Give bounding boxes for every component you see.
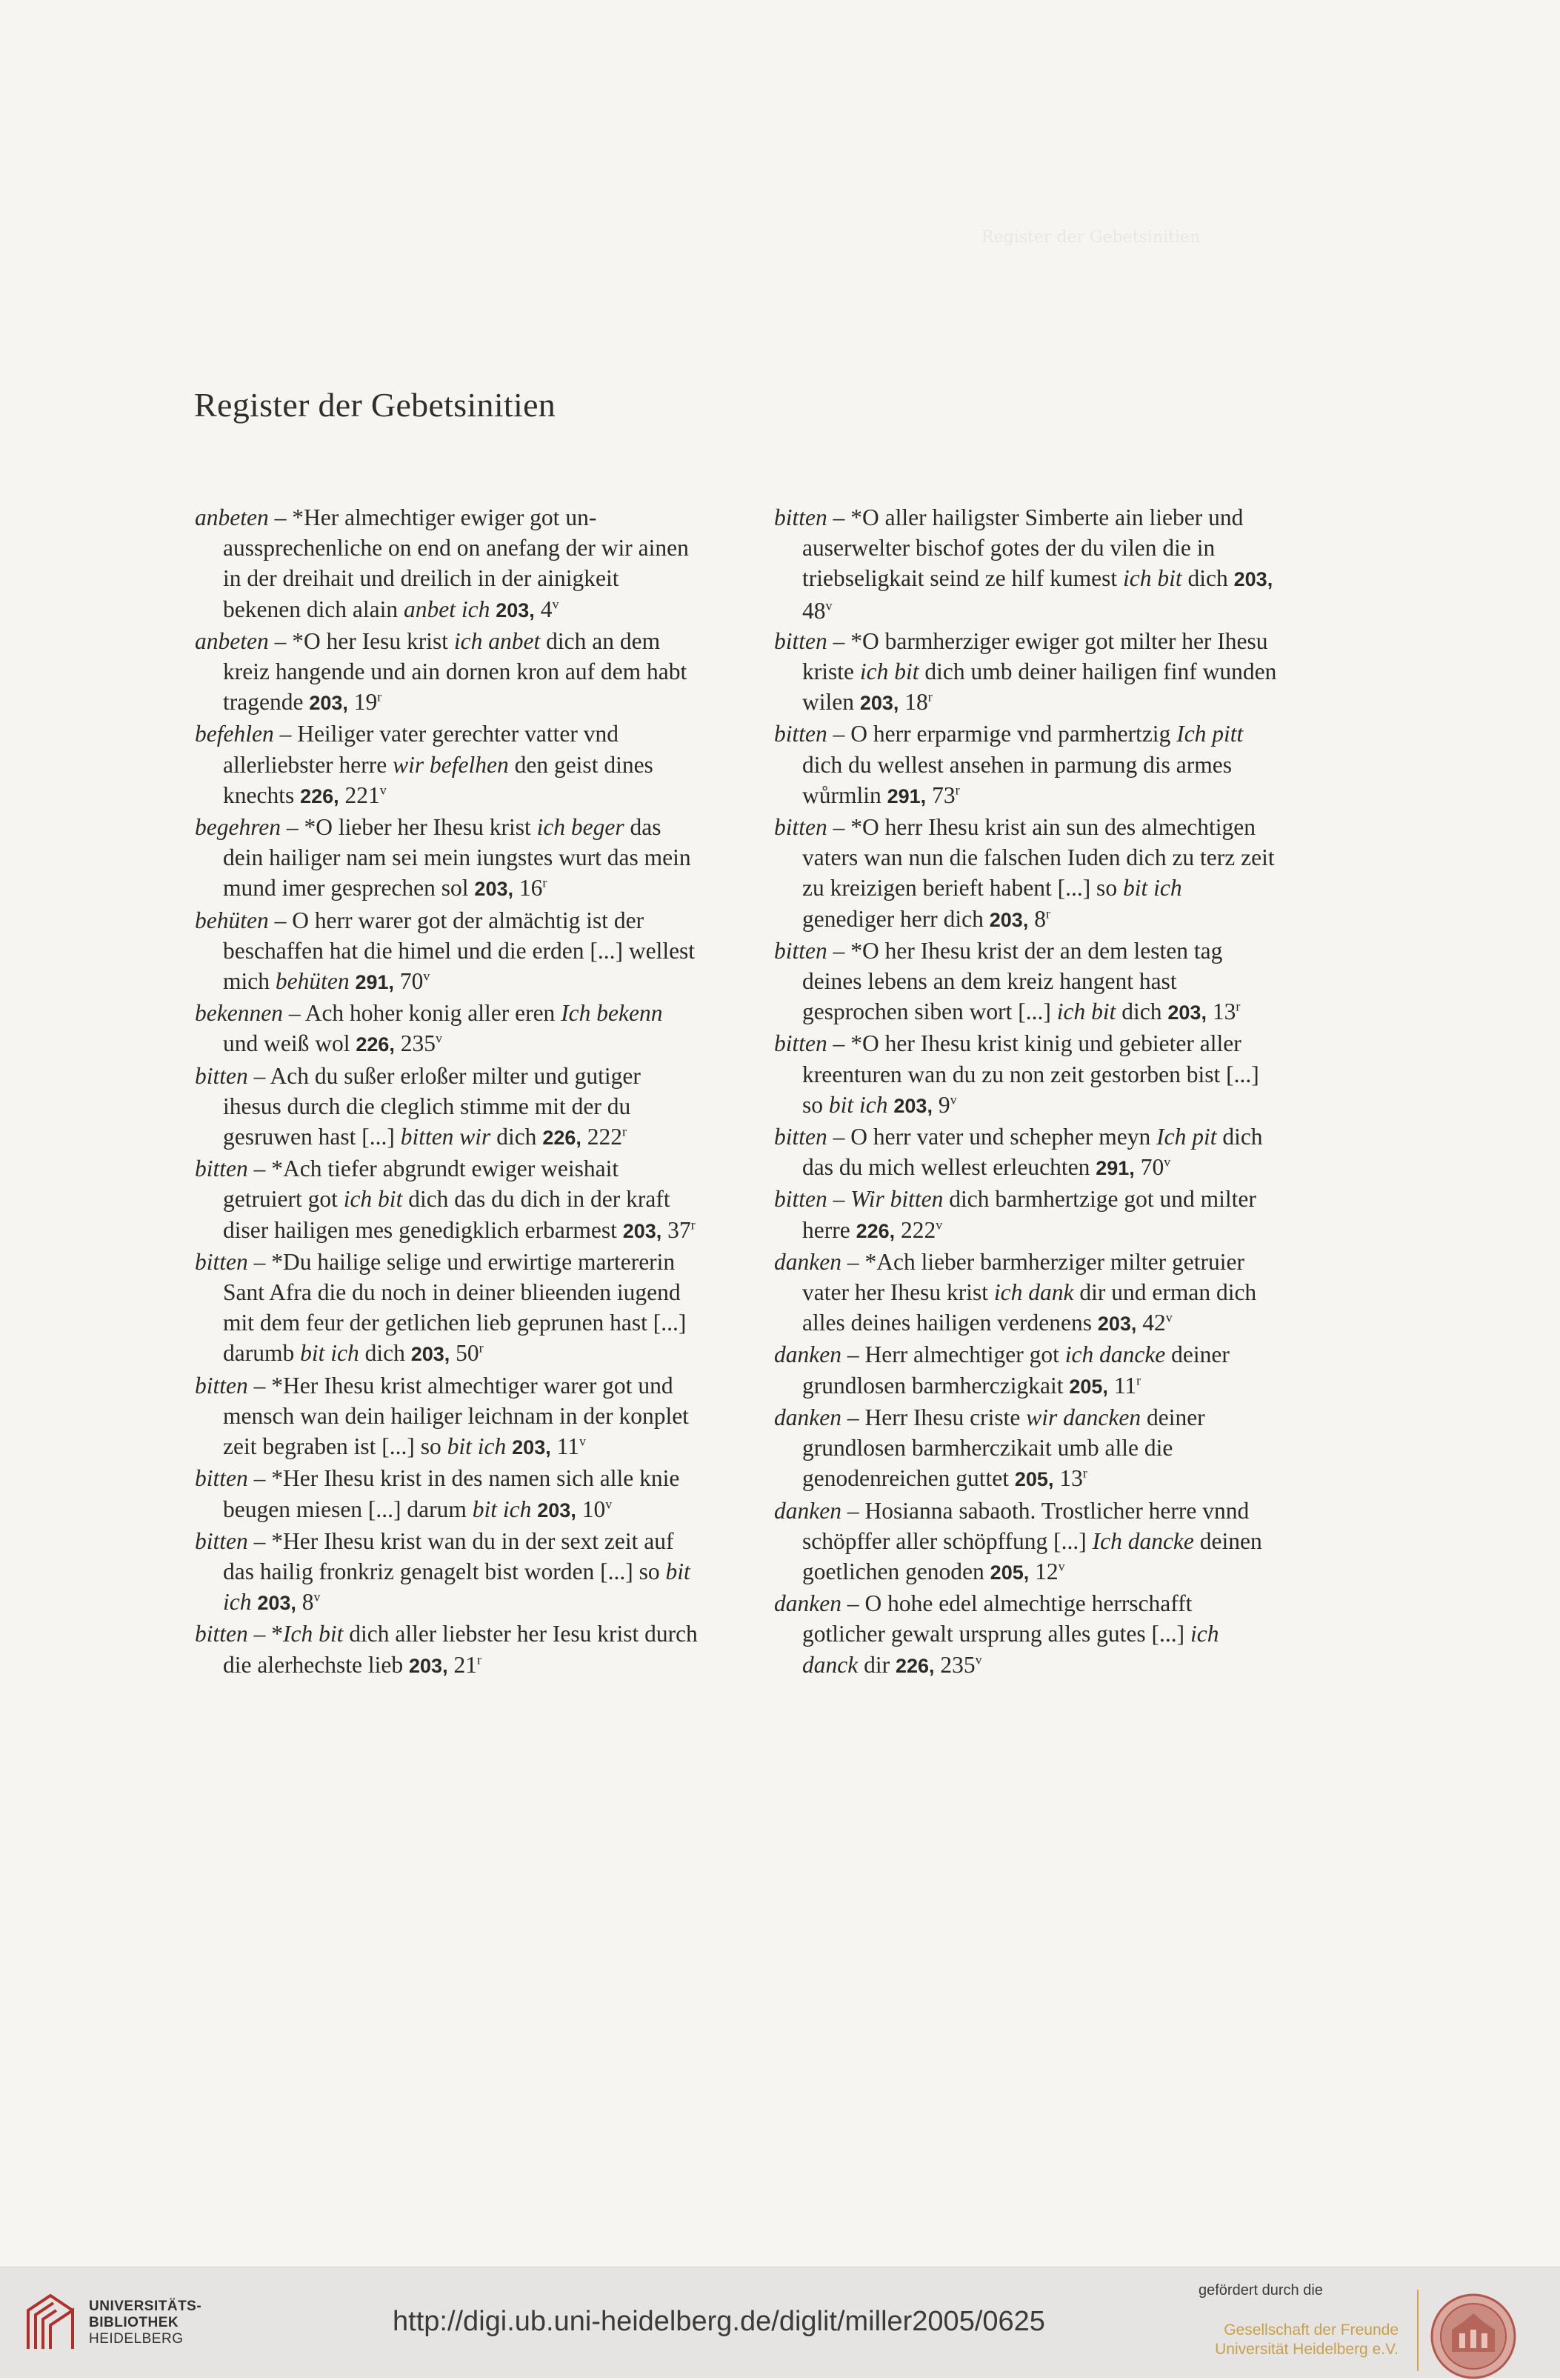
incipit-verb: Ich dancke (1092, 1527, 1194, 1554)
entry-text: 18 (899, 689, 928, 716)
entry-text: dir (858, 1651, 896, 1678)
entry-text: 13 (1053, 1465, 1083, 1492)
register-entry (774, 1028, 1278, 1121)
entry-text: 4 (534, 596, 553, 622)
folio-side: v (1058, 1559, 1065, 1574)
incipit-verb: ich dancke (1064, 1341, 1166, 1368)
entry-text: – *O her Ihesu krist der an dem lesten tag deines lebens an dem kreiz hangent hast gesprochen siben wort [...] (802, 937, 1223, 1025)
folio-side: r (476, 1652, 481, 1667)
folio-side: r (927, 689, 933, 704)
incipit-verb: wir dancken (1026, 1404, 1141, 1430)
entry-text: 48 (802, 597, 826, 624)
entry-text: – *O aller hailigster Simberte ain lieber und auserwelter bischof gotes der du vilen die in triebseligkait seind ze hilf kumest (802, 504, 1244, 592)
entry-text: – O herr warer got der almächtig ist der beschaffen hat die himel und die erden [...] wellest mich (223, 907, 696, 995)
permalink-url[interactable]: http://digi.ub.uni-heidelberg.de/diglit/miller2005/0625 (393, 2306, 1045, 2337)
entry-text: dich (1181, 565, 1234, 592)
entry-text: – * (253, 1621, 283, 1647)
folio-side: r (542, 875, 547, 890)
entry-text: dir und erman dich alles deines hailigen verdenens (802, 1279, 1257, 1336)
incipit-verb: ich bit (1123, 565, 1182, 592)
register-entry (774, 1496, 1278, 1589)
entry-text: – O hohe edel almechtige herrschafft gotlicher gewalt ursprung alles gutes [...] (802, 1590, 1193, 1647)
entry-text: 11 (1107, 1372, 1137, 1399)
register-entry (195, 998, 699, 1060)
incipit-verb: ich danck (802, 1621, 1219, 1678)
manuscript-number: 203, (1097, 1313, 1137, 1336)
entry-text: 9 (932, 1091, 950, 1118)
entry-keyword: bitten (774, 937, 827, 964)
footer-divider (1417, 2290, 1419, 2371)
entry-text: – *Du hailige selige und erwirtige martererin Sant Afra die du noch in deiner blieenden iugend mit dem feur der getlichen lieb geprunen hast [...] darumb (223, 1248, 687, 1367)
register-entry (195, 1619, 699, 1681)
incipit-verb: bit ich (828, 1091, 888, 1118)
incipit-verb: Wir bitten (850, 1186, 944, 1213)
entry-text: dich (1116, 999, 1168, 1025)
manuscript-number: 203, (893, 1094, 933, 1117)
register-entry (774, 719, 1278, 812)
entry-keyword: bitten (774, 1030, 827, 1057)
entry-keyword: bitten (195, 1527, 248, 1554)
manuscript-number: 203, (859, 692, 899, 715)
manuscript-number: 226, (542, 1127, 581, 1150)
manuscript-number: 291, (355, 971, 395, 994)
incipit-verb: bit ich (300, 1340, 359, 1367)
manuscript-number: 203, (537, 1499, 576, 1521)
entry-text: – Ach du sußer erloßer milter und gutiger ihesus durch die cleglich stimme mit der du gesruwen hast [...] (223, 1062, 641, 1150)
folio-side: r (1136, 1373, 1141, 1388)
entry-keyword: bitten (195, 1248, 248, 1275)
incipit-verb: Ich pitt (1176, 721, 1244, 747)
entry-text: dich das du mich wellest erleuchten (802, 1124, 1263, 1181)
entry-text: und weiß wol (223, 1030, 356, 1057)
entry-keyword: begehren (195, 814, 281, 841)
entry-text: deiner grundlosen barmherczigkait (802, 1341, 1230, 1399)
sponsor-name (1182, 2321, 1399, 2359)
bleed-through-title: Register der Gebetsinitien (981, 228, 1201, 247)
entry-text: dich aller liebster her Iesu krist durch die alerhechste lieb (223, 1621, 698, 1678)
entry-text: dich das du dich in der kraft diser hailigen mes genedigklich erbarmest (223, 1186, 670, 1243)
entry-text: dich du wellest ansehen in parmung dis armes wůrmlin (802, 751, 1232, 808)
entry-text: 21 (447, 1651, 477, 1678)
entry-keyword: danken (774, 1248, 841, 1275)
folio-side: r (479, 1340, 484, 1356)
entry-text: – Hosianna sabaoth. Trostlicher herre vnnd schöpffer aller schöpffung [...] (802, 1497, 1250, 1554)
entry-text: 8 (1028, 905, 1046, 932)
manuscript-number: 226, (300, 784, 339, 807)
entry-text: 73 (926, 781, 956, 808)
register-entry (774, 626, 1278, 719)
register-entry (195, 1247, 699, 1370)
funded-by-label: gefördert durch die (1199, 2282, 1323, 2299)
entry-keyword: anbeten (195, 504, 269, 530)
manuscript-number: 203, (257, 1592, 296, 1615)
entry-text: 221 (339, 781, 380, 808)
entry-text: 235 (394, 1030, 436, 1057)
incipit-verb: ich dank (993, 1279, 1074, 1306)
folio-side: v (423, 968, 430, 984)
folio-side: r (1236, 999, 1241, 1014)
entry-text: 11 (550, 1433, 579, 1460)
entry-text: 42 (1136, 1310, 1166, 1336)
incipit-verb: bit ich (472, 1496, 532, 1522)
entry-text: – *Her Ihesu krist almechtiger warer got und mensch wan dein hailiger leichnam in der konplet zeit begraben ist [...] so (223, 1372, 689, 1460)
incipit-verb: ich beger (536, 814, 624, 841)
university-library-logo-icon (21, 2288, 80, 2356)
entry-text: 37 (661, 1216, 691, 1243)
entry-text: 50 (450, 1340, 479, 1367)
manuscript-number: 226, (895, 1654, 935, 1677)
entry-text: 16 (513, 875, 543, 901)
manuscript-number: 203, (1233, 568, 1273, 591)
entry-text: 12 (1029, 1558, 1059, 1584)
folio-side: v (1165, 1310, 1173, 1325)
incipit-verb: bit ich (223, 1558, 690, 1616)
manuscript-number: 291, (887, 784, 927, 807)
entry-text: – *Her almechtiger ewiger got unaussprechenliche on end on anefang der wir ainen in der dreihait und dreilich in der ainigkeit bekenen dich alain (223, 504, 689, 622)
entry-text: – Herr Ihesu criste (847, 1404, 1027, 1430)
register-entry (774, 936, 1278, 1029)
incipit-verb: ich anbet (453, 627, 541, 654)
incipit-verb: bitten wir (400, 1124, 491, 1150)
incipit-verb: wir befelhen (393, 751, 509, 778)
entry-text: 235 (934, 1651, 976, 1678)
entry-keyword: danken (774, 1404, 841, 1430)
register-entry (195, 1463, 699, 1525)
register-entry (195, 502, 699, 626)
manuscript-number: 203, (410, 1343, 450, 1366)
folio-side: v (605, 1496, 613, 1511)
folio-side: r (690, 1217, 696, 1233)
entry-text: – *Her Ihesu krist in des namen sich alle knie beugen miesen [...] darum (223, 1465, 680, 1522)
manuscript-number: 205, (1069, 1375, 1108, 1398)
entry-keyword: anbeten (195, 627, 269, 654)
library-name-line-2: BIBLIOTHEK (89, 2315, 179, 2330)
entry-text: – *Ach tiefer abgrundt ewiger weishait getruiert got (223, 1156, 619, 1213)
entry-text: – Heiliger vater gerechter vatter vnd allerliebster herre (223, 721, 619, 778)
folio-side: v (552, 596, 559, 612)
manuscript-number: 203, (622, 1219, 662, 1242)
entry-text: 19 (347, 689, 378, 716)
folio-side: r (1082, 1465, 1087, 1481)
entry-keyword: bitten (195, 1156, 248, 1182)
entry-text (506, 1433, 512, 1459)
folio-side: v (975, 1652, 982, 1667)
folio-side: v (313, 1589, 321, 1604)
entry-text: dich barmhertzige got und milter herre (802, 1186, 1256, 1243)
incipit-verb: anbet ich (404, 596, 490, 622)
entry-text: 8 (296, 1589, 314, 1616)
register-entry (195, 1061, 699, 1154)
entry-text: deinen goetlichen genoden (802, 1527, 1262, 1584)
incipit-verb: Ich pit (1156, 1124, 1217, 1150)
entry-text: 10 (576, 1496, 606, 1522)
entry-text: – Ach hoher konig aller eren (288, 1000, 561, 1027)
entry-text: dich (490, 1124, 543, 1150)
entry-keyword: behüten (195, 907, 269, 933)
manuscript-number: 203, (309, 692, 348, 715)
manuscript-number: 203, (409, 1654, 448, 1677)
register-entry (195, 905, 699, 999)
folio-side: v (379, 782, 387, 798)
manuscript-number: 226, (356, 1033, 395, 1056)
entry-keyword: bitten (195, 1062, 248, 1089)
folio-side: v (1164, 1154, 1171, 1170)
folio-side: v (436, 1030, 443, 1046)
entry-keyword: bitten (774, 504, 827, 530)
manuscript-number: 203, (989, 908, 1029, 931)
entry-text: – *O barmherziger ewiger got milter her Ihesu kriste (802, 627, 1268, 685)
manuscript-number: 203, (1167, 1001, 1207, 1024)
entry-keyword: danken (774, 1590, 841, 1617)
entry-text: das dein hailiger nam sei mein iungstes wurt das mein mund imer gesprechen sol (223, 814, 691, 901)
entry-keyword: bitten (774, 1124, 827, 1150)
incipit-verb: bit ich (1122, 875, 1182, 901)
entry-text: 70 (394, 968, 424, 995)
incipit-verb: ich bit (343, 1186, 403, 1213)
folio-side: v (579, 1433, 586, 1449)
entry-keyword: bekennen (195, 1000, 283, 1027)
entry-text: 70 (1134, 1154, 1164, 1181)
register-entry (774, 812, 1278, 936)
register-entry (195, 1526, 699, 1619)
sponsor-name-line-2: Universität Heidelberg e.V. (1215, 2341, 1399, 2358)
folio-side: v (936, 1217, 943, 1233)
register-column-left (195, 502, 699, 1681)
university-seal-icon (1430, 2293, 1517, 2380)
register-entry (774, 1402, 1278, 1496)
manuscript-number: 205, (1014, 1468, 1054, 1491)
folio-side: r (377, 689, 382, 704)
incipit-verb: ich bit (1056, 999, 1116, 1025)
entry-text: – Herr almechtiger got (847, 1341, 1065, 1368)
incipit-verb: ich bit (859, 659, 919, 685)
entry-text: 222 (581, 1124, 622, 1150)
folio-side: v (950, 1092, 957, 1107)
entry-keyword: bitten (195, 1372, 248, 1399)
library-name-line-3: HEIDELBERG (89, 2331, 184, 2347)
library-name-line-1: UNIVERSITÄTS- (89, 2299, 202, 2314)
entry-keyword: befehlen (195, 721, 274, 747)
folio-side: v (825, 598, 833, 613)
register-entry (774, 1588, 1278, 1681)
register-entry (774, 502, 1278, 626)
entry-text: – *O her Ihesu krist kinig und gebieter aller kreenturen wan du zu non zeit gestorben bist [...] so (802, 1030, 1259, 1118)
entry-text: – *O herr Ihesu krist ain sun des almechtigen vaters wan nun die falschen Iuden dich zu terz zeit zu kreizigen berieft habent [...] so (802, 814, 1275, 901)
register-entry (195, 719, 699, 812)
entry-text: den geist dines knechts (223, 751, 653, 808)
entry-text: – *O lieber her Ihesu krist (286, 814, 537, 841)
folio-side: r (1045, 906, 1050, 921)
manuscript-number: 226, (856, 1219, 896, 1242)
register-entry (195, 1153, 699, 1247)
entry-text: 13 (1206, 999, 1236, 1025)
digitization-footer (0, 2267, 1560, 2378)
folio-side: r (622, 1124, 627, 1139)
entry-text: – *Her Ihesu krist wan du in der sext zeit auf das hailig fronkriz genagelt bist worden [...] so (223, 1527, 674, 1584)
entry-text: genediger herr dich (802, 905, 990, 932)
entry-keyword: bitten (774, 627, 827, 654)
entry-keyword: bitten (774, 814, 827, 841)
entry-text: – O herr vater und schepher meyn (833, 1124, 1157, 1150)
register-entry (774, 1339, 1278, 1401)
manuscript-number: 203, (496, 599, 535, 621)
incipit-verb: bit ich (447, 1433, 507, 1460)
entry-text: dich umb deiner hailigen finf wunden wilen (802, 659, 1277, 716)
register-entry (195, 812, 699, 905)
entry-text: dich (359, 1340, 411, 1367)
entry-keyword: danken (774, 1341, 841, 1368)
manuscript-number: 205, (990, 1561, 1030, 1584)
entry-keyword: bitten (774, 721, 827, 747)
entry-text: – *Ach lieber barmherziger milter getruier vater her Ihesu krist (802, 1248, 1244, 1306)
manuscript-number: 291, (1096, 1157, 1135, 1180)
register-entry (195, 626, 699, 719)
incipit-verb: behüten (275, 968, 350, 995)
entry-text: – *O her Iesu krist (274, 627, 454, 654)
entry-text: deiner grundlosen barmherczikait umb alle die genodenreichen guttet (802, 1404, 1205, 1492)
register-entry (774, 1121, 1278, 1184)
incipit-verb: Ich bekenn (561, 1000, 663, 1027)
register-entry (774, 1184, 1278, 1246)
register-entry (774, 1247, 1278, 1340)
register-column-right (774, 502, 1278, 1681)
entry-keyword: bitten (774, 1186, 827, 1213)
entry-text: – (833, 1186, 851, 1213)
manuscript-number: 203, (512, 1436, 551, 1459)
incipit-verb: Ich bit (283, 1621, 344, 1647)
entry-keyword: danken (774, 1497, 841, 1524)
register-entry (195, 1370, 699, 1464)
entry-keyword: bitten (195, 1621, 248, 1647)
entry-text: dich an dem kreiz hangende und ain dornen kron auf dem habt tragende (223, 627, 687, 716)
sponsor-name-line-1: Gesellschaft der Freunde (1224, 2321, 1399, 2339)
folio-side: r (955, 782, 960, 798)
entry-text: – O herr erparmige vnd parmhertzig (833, 721, 1177, 747)
entry-keyword: bitten (195, 1465, 248, 1492)
entry-text: 222 (895, 1216, 936, 1243)
page-title: Register der Gebetsinitien (194, 386, 556, 424)
manuscript-number: 203, (474, 878, 513, 901)
library-name (89, 2299, 201, 2347)
